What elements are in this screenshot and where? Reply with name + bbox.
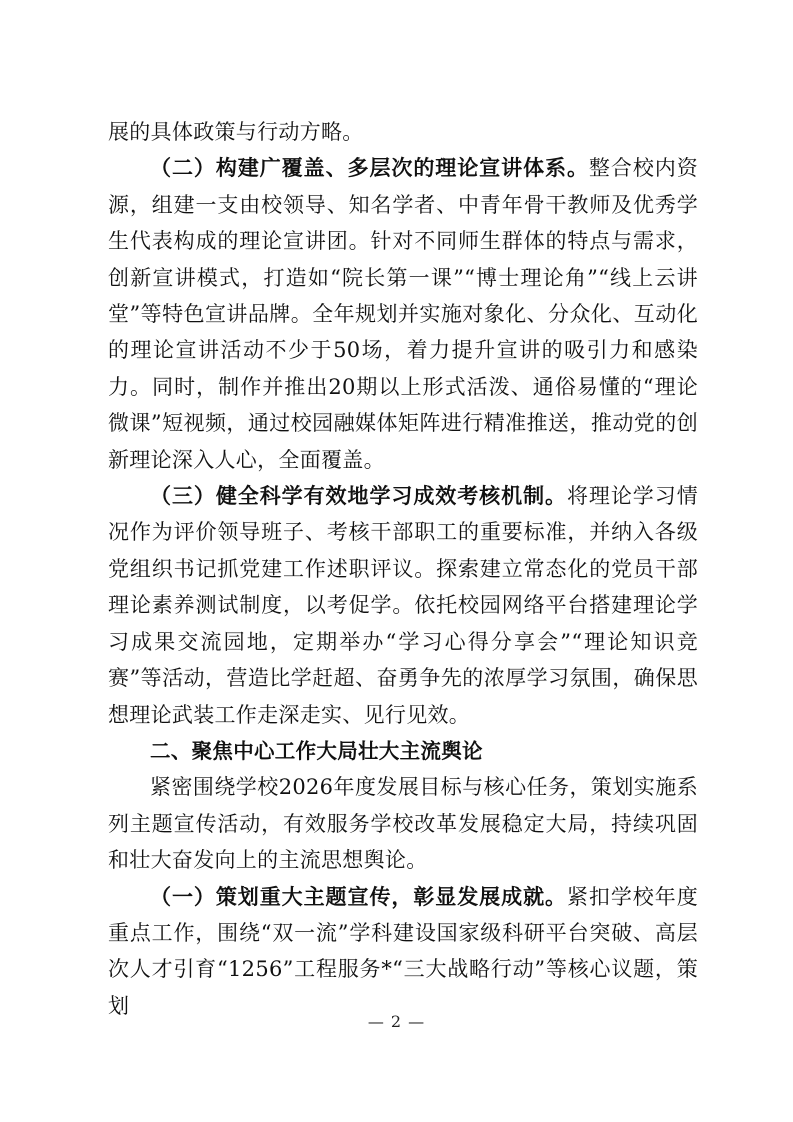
paragraph-lead: （一）策划重大主题宣传，彰显发展成就。	[150, 883, 567, 909]
paragraph-text: 将理论学习情况作为评价领导班子、考核干部职工的重要标准，并纳入各级党组织书记抓党建工作述职评议。探索建立常态化的党员干部理论素养测试制度，以考促学。依托校园网络平台搭建理论学习成果交流园地，定期举办“学习心得分享会”“理论知识竞赛”等活动，营造比学赶超、奋勇争先的浓厚学习氛围，确保思想理论武装工作走深走实、见行见效。	[108, 484, 698, 727]
section-heading: 二、聚焦中心工作大局壮大主流舆论	[150, 738, 483, 763]
document-body	[108, 114, 698, 1024]
paragraph-section-3	[108, 478, 698, 733]
paragraph-lead: （二）构建广覆盖、多层次的理论宣讲体系。	[150, 155, 589, 181]
paragraph-text: 紧扣学校年度重点工作，围绕“双一流”学科建设国家级科研平台突破、高层次人才引育“1256”工程服务*“三大战略行动”等核心议题，策划	[108, 884, 698, 1018]
page-number: — 2 —	[367, 1012, 426, 1031]
paragraph-continuation	[108, 114, 698, 150]
paragraph-text: 整合校内资源，组建一支由校领导、知名学者、中青年骨干教师及优秀学生代表构成的理论宣讲团。针对不同师生群体的特点与需求，创新宣讲模式，打造如“院长第一课”“博士理论角”“线上云讲堂”等特色宣讲品牌。全年规划并实施对象化、分众化、互动化的理论宣讲活动不少于50场，着力提升宣讲的吸引力和感染力。同时，制作并推出20期以上形式活泼、通俗易懂的“理论微课”短视频，通过校园融媒体矩阵进行精准推送，推动党的创新理论深入人心，全面覆盖。	[108, 156, 699, 472]
paragraph-text: 紧密围绕学校2026年度发展目标与核心任务，策划实施系列主题宣传活动，有效服务学校改革发展稳定大局，持续巩固和壮大奋发向上的主流思想舆论。	[108, 775, 698, 873]
paragraph-intro	[108, 769, 698, 878]
paragraph-subsection-1	[108, 879, 698, 1025]
paragraph-lead: （三）健全科学有效地学习成效考核机制。	[150, 483, 567, 509]
paragraph-section-2	[108, 150, 698, 478]
paragraph-text: 展的具体政策与行动方略。	[108, 120, 364, 144]
